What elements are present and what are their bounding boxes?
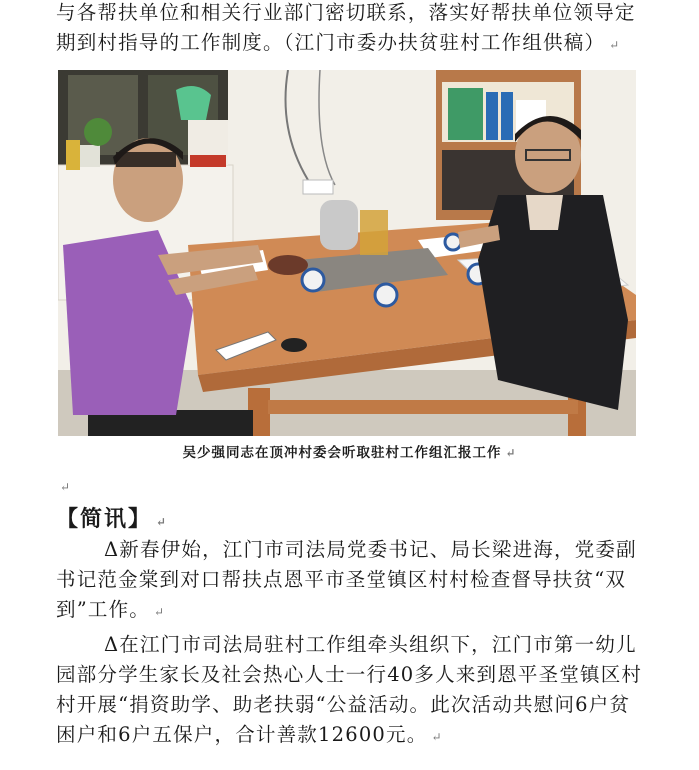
meeting-photo-illustration (58, 70, 636, 436)
photo-caption (0, 441, 699, 461)
news-item-text: Δ新春伊始，江门市司法局党委书记、局长梁进海，党委副书记范金棠到对口帮扶点恩平市圣堂镇区村村检查督导扶贫“双到”工作。 (56, 538, 637, 621)
section-heading-text: 【简讯】 (56, 506, 153, 532)
section-heading (56, 502, 168, 533)
paragraph-mark: ↵ (156, 515, 169, 529)
news-item-1 (56, 535, 646, 627)
top-paragraph (56, 0, 646, 60)
paragraph-mark: ↵ (153, 605, 166, 619)
news-item-2 (56, 630, 646, 752)
paragraph-mark: ↵ (609, 38, 621, 52)
paragraph-mark: ↵ (505, 446, 517, 460)
photo-caption-text: 吴少强同志在顶冲村委会听取驻村工作组汇报工作 (182, 445, 502, 461)
top-paragraph-text: 与各帮扶单位和相关行业部门密切联系，落实好帮扶单位领导定期到村指导的工作制度。（江门市委办扶贫驻村工作组供稿） (56, 1, 636, 54)
news-item-text: Δ在江门市司法局驻村工作组牵头组织下，江门市第一幼儿园部分学生家长及社会热心人士一行40多人来到恩平圣堂镇区村村开展“捐资助学、助老扶弱“公益活动。此次活动共慰问6户贫困户和6户五保户，合计善款12600元。 (56, 633, 643, 746)
paragraph-mark: ↵ (431, 730, 443, 744)
paragraph-mark: ↵ (60, 480, 71, 494)
meeting-photo (58, 70, 636, 436)
